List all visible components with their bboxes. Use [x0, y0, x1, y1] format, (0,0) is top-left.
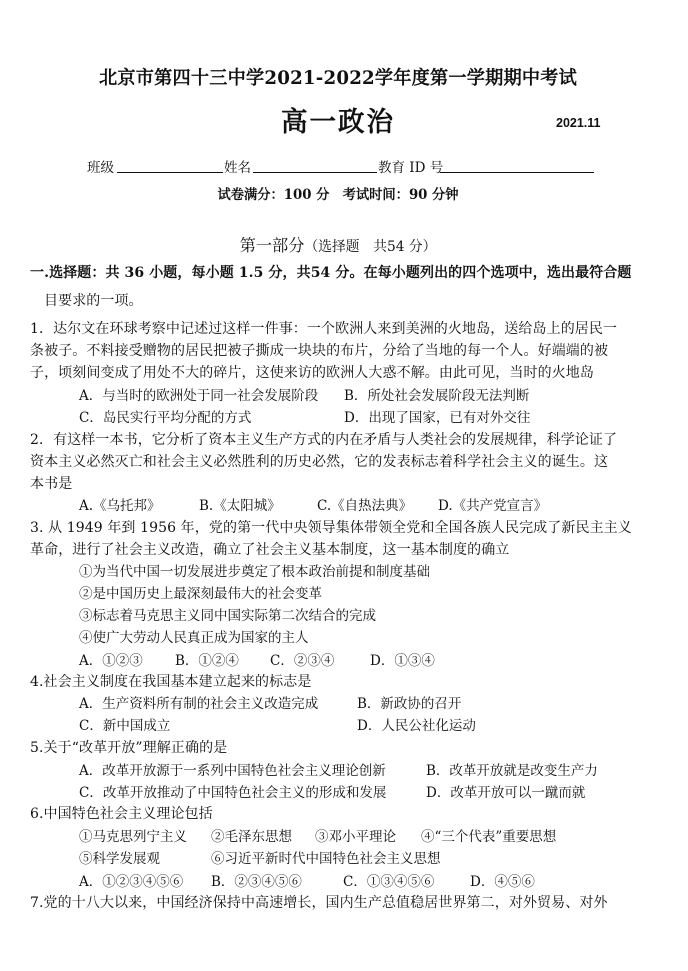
part1-note: （选择题 共54 分） — [304, 239, 437, 255]
question-4-option-d[interactable]: D．人民公社化运动 — [357, 718, 476, 734]
question-6-item-4: ④“三个代表”重要思想 — [421, 829, 557, 845]
question-1-option-d[interactable]: D．出现了国家，已有对外交往 — [344, 410, 531, 426]
question-5-option-d[interactable]: D．改革开放可以一蹴而就 — [426, 785, 586, 801]
question-3-item-1: ①为当代中国一切发展进步奠定了根本政治前提和制度基础 — [79, 564, 430, 580]
part1-title: 第一部分 — [239, 236, 305, 255]
question-3-line-2: 革命，进行了社会主义改造，确立了社会主义基本制度，这一基本制度的确立 — [30, 542, 510, 558]
question-2-option-b[interactable]: B.《太阳城》 — [199, 498, 281, 514]
question-4-option-a[interactable]: A．生产资料所有制的社会主义改造完成 — [79, 696, 319, 712]
question-3-option-d[interactable]: D．①③④ — [370, 653, 435, 669]
question-1-line-2: 条被子。不料接受赠物的居民把被子撕成一块块的布片，分给了当地的每一个人。好端端的被 — [30, 343, 609, 359]
id-label: 教育 ID 号 — [378, 160, 444, 176]
question-6-option-b[interactable]: B．②③④⑤⑥ — [211, 874, 302, 890]
question-4-line-1: 4.社会主义制度在我国基本建立起来的标志是 — [30, 674, 312, 690]
name-blank — [253, 172, 377, 173]
question-3-item-3: ③标志着马克思主义同中国实际第二次结合的完成 — [79, 608, 376, 624]
question-4-option-b[interactable]: B．新政协的召开 — [357, 696, 462, 712]
exam-date: 2021.11 — [556, 116, 601, 130]
question-6-option-c[interactable]: C．①③④⑤⑥ — [343, 874, 435, 890]
question-1-line-3: 子，顷刻间变成了用处不大的碎片，这使来访的欧洲人大惑不解。由此可见，当时的火地岛 — [30, 365, 594, 381]
instructions-line-1: 一.选择题：共 36 小题，每小题 1.5 分，共54 分。在每小题列出的四个选项中，选出最符合题 — [30, 265, 632, 281]
question-3-option-b[interactable]: B．①②④ — [175, 653, 239, 669]
question-5-option-a[interactable]: A．改革开放源于一系列中国特色社会主义理论创新 — [79, 763, 386, 779]
question-2-option-c[interactable]: C.《自热法典》 — [317, 498, 413, 514]
question-2-line-3: 本书是 — [30, 476, 73, 492]
question-5-line-1: 5.关于“改革开放”理解正确的是 — [30, 740, 228, 756]
instructions-line-2: 目要求的一项。 — [44, 293, 143, 309]
question-2-option-d[interactable]: D.《共产党宣言》 — [438, 498, 548, 514]
question-3-option-a[interactable]: A．①②③ — [79, 653, 143, 669]
question-6-item-1: ①马克思列宁主义 — [79, 829, 187, 845]
question-6-option-d[interactable]: D．④⑤⑥ — [470, 874, 535, 890]
question-2-option-a[interactable]: A.《乌托邦》 — [79, 498, 161, 514]
question-3-option-c[interactable]: C．②③④ — [270, 653, 335, 669]
question-1-option-a[interactable]: A．与当时的欧洲处于同一社会发展阶段 — [79, 388, 319, 404]
question-7-line-1: 7.党的十八大以来，中国经济保持中高速增长，国内生产总值稳居世界第二，对外贸易、对外 — [30, 895, 608, 911]
exam-info: 试卷满分：100 分 考试时间：90 分钟 — [217, 187, 459, 203]
part1-heading — [0, 232, 676, 256]
question-1-line-1: 1．达尔文在环球考察中记述过这样一件事：一个欧洲人来到美洲的火地岛，送给岛上的居民一 — [30, 321, 618, 337]
subject-title: 高一政治 — [281, 107, 396, 138]
question-6-option-a[interactable]: A．①②③④⑤⑥ — [79, 874, 184, 890]
question-6-line-1: 6.中国特色社会主义理论包括 — [30, 806, 213, 822]
question-3-line-1: 3. 从 1949 年到 1956 年，党的第一代中央领导集体带领全党和全国各族人民完成了新民主主义 — [30, 520, 632, 536]
class-label: 班级 — [87, 160, 114, 176]
question-3-item-2: ②是中国历史上最深刻最伟大的社会变革 — [79, 586, 322, 602]
question-3-item-4: ④使广大劳动人民真正成为国家的主人 — [79, 630, 309, 646]
class-blank — [117, 172, 223, 173]
question-2-line-2: 资本主义必然灭亡和社会主义必然胜利的历史必然，它的发表标志着科学社会主义的诞生。这 — [30, 454, 609, 470]
question-2-line-1: 2．有这样一本书，它分析了资本主义生产方式的内在矛盾与人类社会的发展规律，科学论证了 — [30, 432, 618, 448]
question-6-item-5: ⑤科学发展观 — [79, 851, 160, 867]
name-label: 姓名 — [224, 160, 251, 176]
question-6-item-6: ⑥习近平新时代中国特色社会主义思想 — [211, 851, 441, 867]
question-1-option-c[interactable]: C．岛民实行平均分配的方式 — [79, 410, 252, 426]
question-6-item-3: ③邓小平理论 — [315, 829, 396, 845]
question-1-option-b[interactable]: B．所处社会发展阶段无法判断 — [344, 388, 530, 404]
school-exam-title: 北京市第四十三中学2021-2022学年度第一学期期中考试 — [99, 68, 578, 89]
question-4-option-c[interactable]: C．新中国成立 — [79, 718, 171, 734]
question-5-option-c[interactable]: C．改革开放推动了中国特色社会主义的形成和发展 — [79, 785, 387, 801]
question-5-option-b[interactable]: B．改革开放就是改变生产力 — [426, 763, 598, 779]
id-blank — [440, 172, 594, 173]
question-6-item-2: ②毛泽东思想 — [211, 829, 292, 845]
